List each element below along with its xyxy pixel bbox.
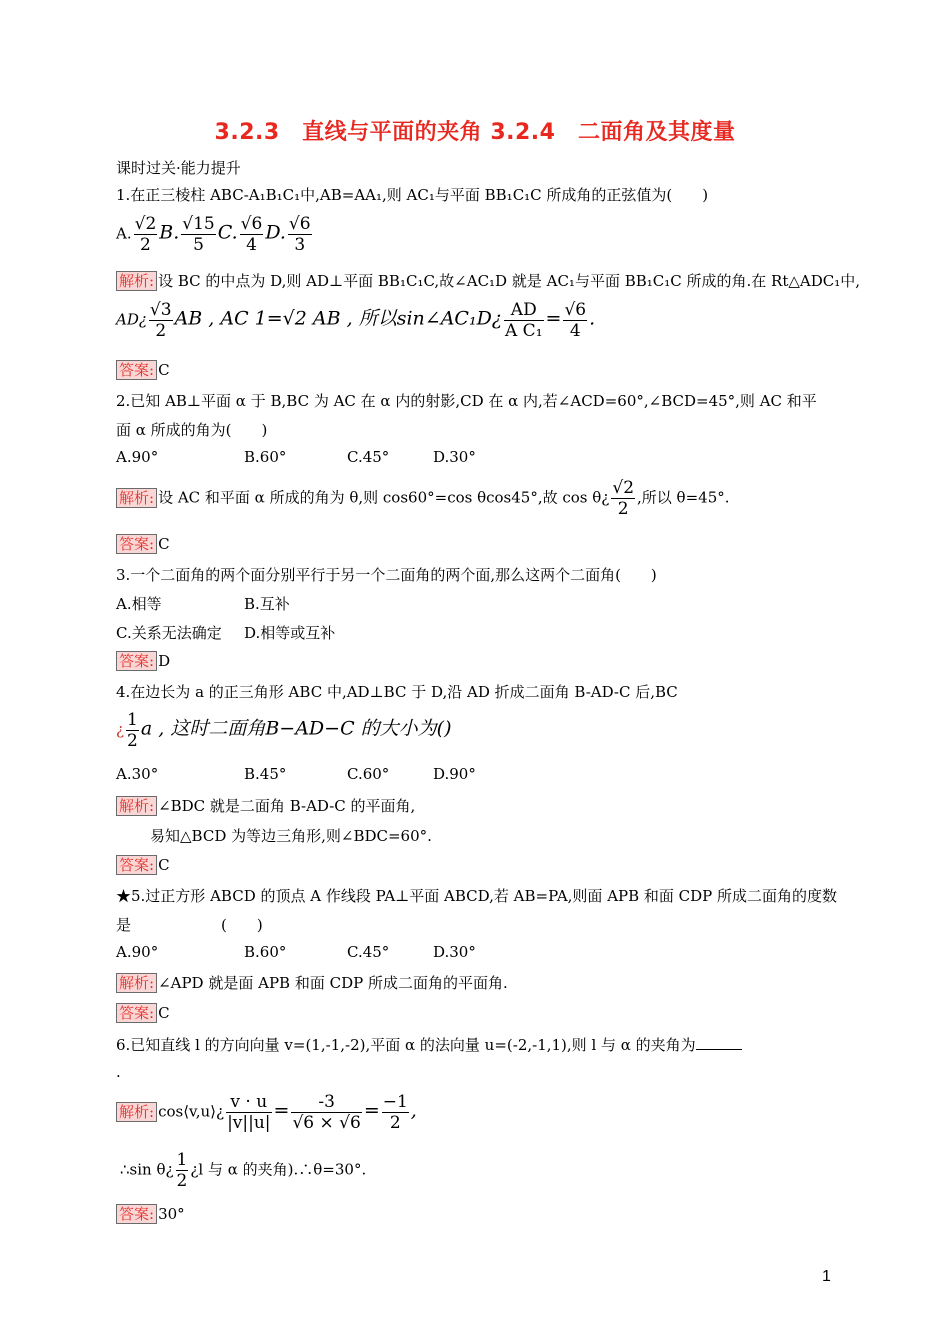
q3-options-row2	[116, 622, 516, 642]
q1-sol-frac2-den: A C₁	[505, 321, 543, 341]
q1-sol-mid: AB , AC 1=√2 AB , 所以sin∠AC₁D¿	[174, 307, 502, 330]
q2-stem-line2: 面 α 所成的角为( )	[116, 421, 268, 439]
q6-sol-frac3-num: −1	[382, 1092, 408, 1112]
q4-option-c: C.60°	[347, 765, 390, 783]
q1-sol-frac2-num: AD	[504, 300, 544, 321]
q1-b-den: 5	[193, 235, 204, 255]
q6-sol-frac2-den: √6 × √6	[292, 1113, 361, 1133]
q6-sol-frac3-den: 2	[389, 1113, 401, 1133]
q4-stem-den: 2	[127, 731, 138, 751]
q6-sol-eq1: =	[273, 1099, 290, 1122]
answer-tag: 答案:	[116, 651, 157, 671]
q3-option-c: C.关系无法确定	[116, 624, 222, 642]
q6-sol-frac1-den: |v||u|	[227, 1113, 271, 1133]
answer-tag: 答案:	[116, 1204, 157, 1224]
q6-answer-blank	[696, 1035, 742, 1050]
q1-d-den: 3	[294, 235, 306, 255]
q5-solution-text: ∠APD 就是面 APB 和面 CDP 所成二面角的平面角.	[158, 974, 508, 992]
q4-option-d: D.90°	[433, 765, 476, 783]
q6-sol2-num: 1	[176, 1150, 188, 1170]
q6-solution-line2	[120, 1150, 366, 1191]
answer-tag: 答案:	[116, 360, 157, 380]
q5-option-c: C.45°	[347, 943, 390, 961]
q1-option-a-fraction	[134, 214, 158, 255]
q1-option-a-label: A.	[116, 224, 132, 243]
q1-sol-end: .	[589, 307, 596, 330]
q2-answer-value: C	[158, 535, 170, 553]
q1-answer-value: C	[158, 361, 170, 379]
q5-solution	[116, 972, 508, 993]
q6-solution-line1	[116, 1092, 417, 1133]
answer-tag: 答案:	[116, 855, 157, 875]
q1-d-num: √6	[288, 214, 311, 234]
q2-solution-text: 设 AC 和平面 α 所成的角为 θ,则 cos60°=cos θcos45°,故 cos θ¿	[158, 488, 610, 507]
q2-solution-end: ,所以 θ=45°.	[637, 488, 730, 507]
q1-sol-frac3-num: √6	[564, 300, 587, 320]
q6-answer-value: 30°	[158, 1205, 185, 1223]
q2-sol-num: √2	[612, 478, 635, 498]
q6-sol-frac1-num: v · u	[226, 1092, 271, 1113]
q6-sol-frac2	[291, 1092, 361, 1133]
q6-stem-text: 6.已知直线 l 的方向向量 v=(1,-1,-2),平面 α 的法向量 u=(-2,-1,1),则 l 与 α 的夹角为	[116, 1036, 696, 1054]
q1-stem: 1.在正三棱柱 ABC-A₁B₁C₁中,AB=AA₁,则 AC₁与平面 BB₁C₁C 所成角的正弦值为( )	[116, 186, 709, 204]
q4-answer	[116, 855, 170, 875]
solution-tag: 解析:	[116, 488, 157, 508]
q1-option-c-fraction	[240, 214, 264, 255]
q1-option-b-label: B.	[159, 221, 180, 244]
answer-tag: 答案:	[116, 1003, 157, 1023]
q1-option-b-fraction	[181, 214, 215, 255]
q3-option-b: B.互补	[244, 595, 290, 613]
q2-answer	[116, 534, 170, 554]
q4-solution-line1	[116, 795, 415, 816]
q5-option-b: B.60°	[244, 943, 287, 961]
q2-option-d: D.30°	[433, 448, 476, 466]
q1-sol-frac1-den: 2	[155, 321, 167, 341]
q4-stem-line1: 4.在边长为 a 的正三角形 ABC 中,AD⊥BC 于 D,沿 AD 折成二面角 B-AD-C 后,BC	[116, 683, 678, 701]
q6-sol-comma: ,	[410, 1099, 417, 1122]
q1-sol-frac2	[504, 300, 544, 341]
q3-answer-value: D	[158, 652, 171, 670]
q1-sol-frac1-num: √3	[149, 300, 172, 320]
q3-stem: 3.一个二面角的两个面分别平行于另一个二面角的两个面,那么这两个二面角( )	[116, 566, 657, 584]
solution-tag: 解析:	[116, 973, 157, 993]
q1-options	[116, 214, 314, 255]
q6-sol-frac1	[226, 1092, 271, 1133]
q4-options	[116, 765, 616, 785]
q4-solution-line2: 易知△BCD 为等边三角形,则∠BDC=60°.	[150, 827, 432, 845]
q1-sol-frac3-den: 4	[569, 321, 581, 341]
q6-stem-end: .	[116, 1063, 121, 1081]
q5-option-d: D.30°	[433, 943, 476, 961]
solution-tag: 解析:	[116, 1102, 157, 1122]
q1-b-num: √15	[182, 214, 215, 234]
q5-options	[116, 943, 616, 963]
q1-answer	[116, 360, 170, 380]
q1-sol-eq: =	[545, 307, 562, 330]
q1-solution-text: 设 BC 的中点为 D,则 AD⊥平面 BB₁C₁C,故∠AC₁D 就是 AC₁与平面 BB₁C₁C 所成的角.在 Rt△ADC₁中,	[158, 272, 861, 290]
q1-solution-line1	[116, 270, 860, 291]
q4-option-a: A.30°	[116, 765, 159, 783]
q4-stem-mark: ¿	[116, 720, 125, 739]
q4-stem-fraction	[126, 710, 139, 751]
q1-solution-line2	[116, 300, 595, 341]
q2-option-c: C.45°	[347, 448, 390, 466]
q5-answer-value: C	[158, 1004, 170, 1022]
q3-answer	[116, 651, 170, 671]
q1-option-d-fraction	[288, 214, 312, 255]
q6-sol-frac2-num: -3	[291, 1092, 361, 1113]
q2-options	[116, 448, 616, 468]
q6-stem	[116, 1034, 742, 1055]
q3-option-d: D.相等或互补	[244, 624, 336, 642]
solution-tag: 解析:	[116, 796, 157, 816]
q1-c-num: √6	[240, 214, 263, 234]
q4-answer-value: C	[158, 856, 170, 874]
q5-answer	[116, 1003, 170, 1023]
q6-sol-eq2: =	[363, 1099, 380, 1122]
q6-sol2-start: ∴sin θ¿	[120, 1160, 174, 1179]
page-title: 3.2.3 直线与平面的夹角 3.2.4 二面角及其度量	[214, 120, 736, 145]
q1-a-num: √2	[134, 214, 157, 234]
q4-stem-line2	[116, 710, 451, 751]
q4-solution-text1: ∠BDC 就是二面角 B-AD-C 的平面角,	[158, 797, 416, 815]
q4-stem-rest: a , 这时二面角B−AD−C 的大小为()	[140, 717, 452, 740]
q2-option-a: A.90°	[116, 448, 159, 466]
q2-solution	[116, 478, 730, 519]
q2-solution-fraction	[611, 478, 635, 519]
q1-c-den: 4	[246, 235, 257, 255]
page-number: 1	[822, 1268, 831, 1285]
solution-tag: 解析:	[116, 271, 157, 291]
q6-sol-cos: cos⟨v,u⟩¿	[158, 1102, 225, 1121]
q6-sol-frac3	[382, 1092, 409, 1133]
q1-a-den: 2	[140, 235, 151, 255]
q5-stem-line2: 是 ( )	[116, 916, 263, 934]
q6-sol2-den: 2	[176, 1171, 188, 1191]
q6-sol2-end: ¿l 与 α 的夹角).∴θ=30°.	[190, 1160, 367, 1179]
q1-option-d-label: D.	[265, 221, 286, 244]
q5-option-a: A.90°	[116, 943, 159, 961]
q3-option-a: A.相等	[116, 595, 162, 613]
answer-tag: 答案:	[116, 534, 157, 554]
q5-stem-line1: ★5.过正方形 ABCD 的顶点 A 作线段 PA⊥平面 ABCD,若 AB=PA,则面 APB 和面 CDP 所成二面角的度数	[116, 887, 838, 905]
q4-stem-num: 1	[127, 710, 138, 730]
q1-sol-frac3	[563, 300, 587, 341]
q1-option-c-label: C.	[217, 221, 238, 244]
section-subtitle: 课时过关·能力提升	[116, 159, 241, 177]
q2-option-b: B.60°	[244, 448, 287, 466]
q3-options-row1	[116, 593, 516, 613]
q6-sol2-fraction	[176, 1150, 189, 1191]
q2-stem-line1: 2.已知 AB⊥平面 α 于 B,BC 为 AC 在 α 内的射影,CD 在 α 内,若∠ACD=60°,∠BCD=45°,则 AC 和平	[116, 392, 817, 410]
q1-sol-frac1	[149, 300, 173, 341]
q4-option-b: B.45°	[244, 765, 287, 783]
q2-sol-den: 2	[617, 499, 629, 519]
q1-sol-ad: AD¿	[116, 310, 147, 329]
q6-answer	[116, 1204, 185, 1224]
